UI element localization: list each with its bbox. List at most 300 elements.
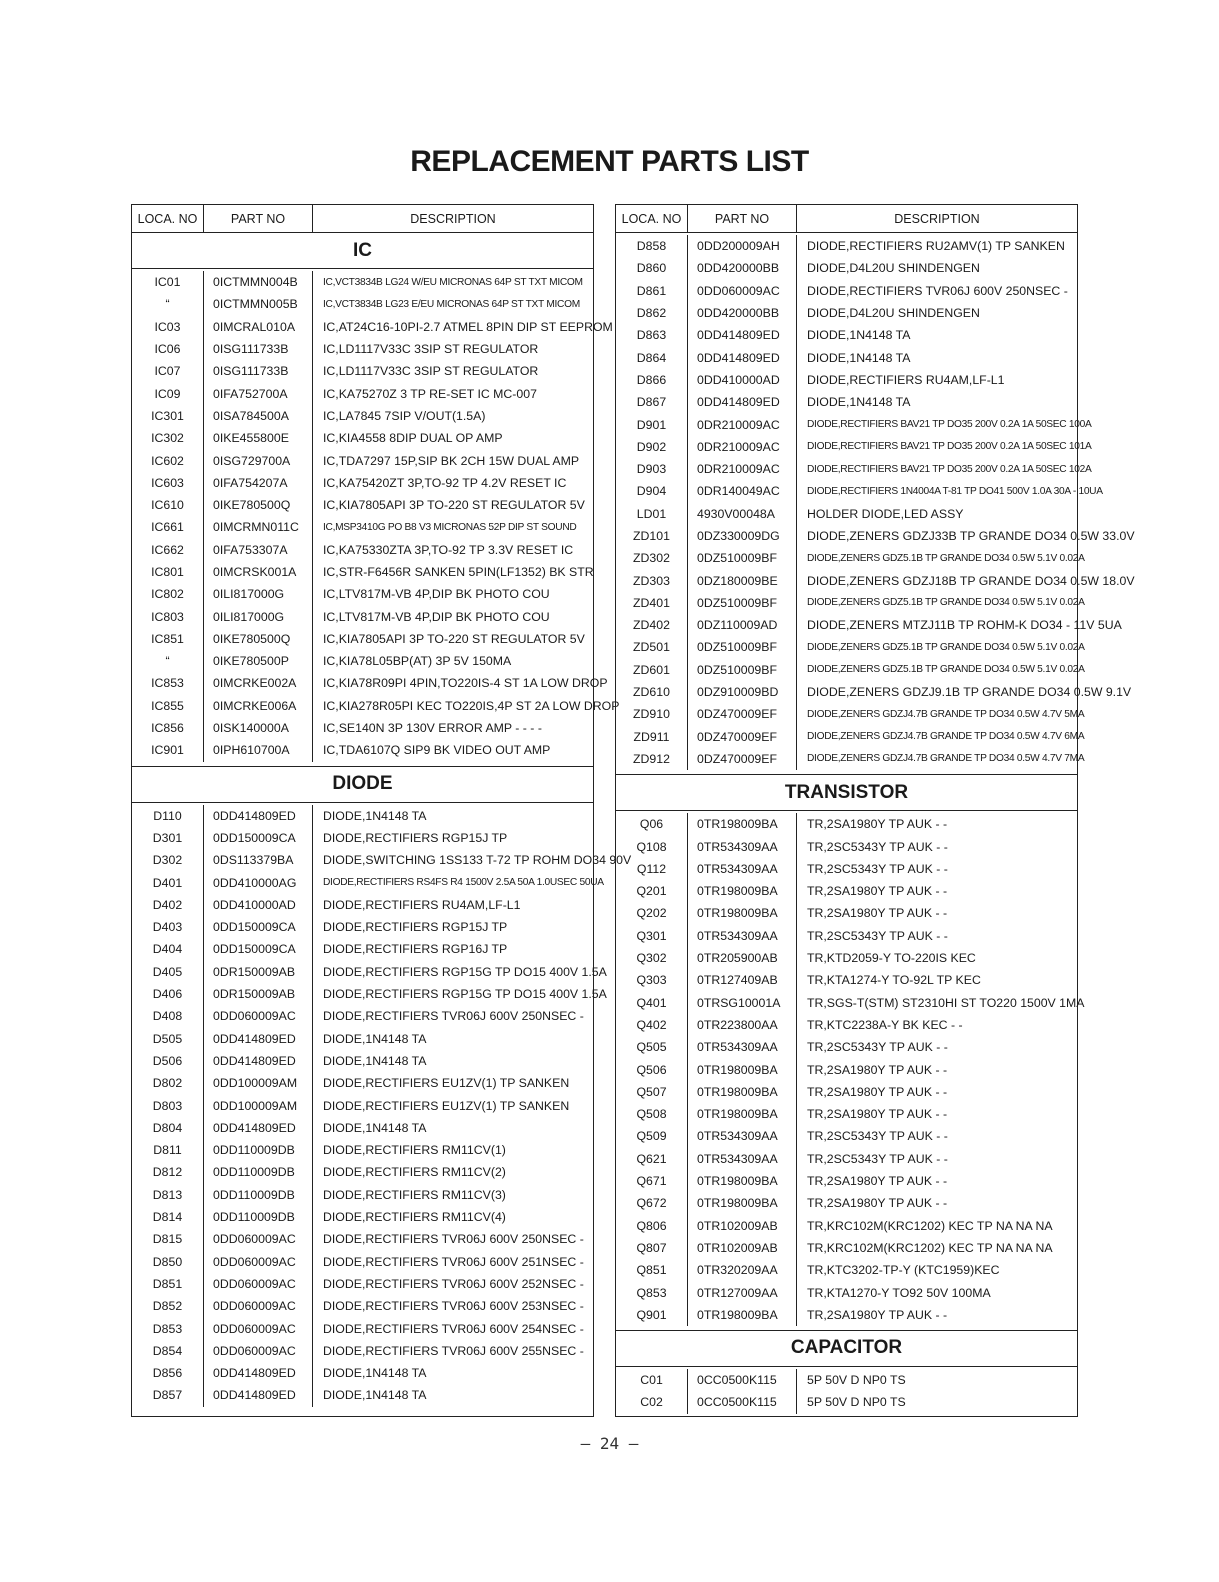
loca-no: Q06 [616, 813, 688, 835]
description: DIODE,RECTIFIERS TVR06J 600V 250NSEC - [807, 283, 1068, 298]
rows-ic [132, 269, 620, 766]
table-row [616, 1369, 1077, 1391]
part-no: 0ISG729700A [204, 449, 313, 471]
description: DIODE,RECTIFIERS TVR06J 600V 252NSEC - [323, 1276, 584, 1291]
description: DIODE,ZENERS GDZJ4.7B GRANDE TP DO34 0.5W 4.7V 6MA [807, 731, 1085, 743]
description: DIODE,SWITCHING 1SS133 T-72 TP ROHM DO34 90V [323, 853, 632, 868]
part-no: 0DZ470009EF [688, 748, 797, 770]
table-row [132, 1184, 593, 1206]
loca-no: “ [132, 650, 204, 672]
table-row [132, 1295, 593, 1317]
part-no: 0DZ110009AD [688, 614, 797, 636]
table-row [616, 681, 1132, 703]
part-no: 0DD150009CA [204, 938, 313, 960]
section-title-capacitor: CAPACITOR [616, 1331, 1077, 1367]
table-row [616, 413, 1092, 435]
description: DIODE,RECTIFIERS RM11CV(3) [323, 1187, 506, 1202]
part-no: 0DD150009CA [204, 916, 313, 938]
table-row [132, 894, 593, 916]
table-row [132, 1161, 593, 1183]
part-no: 0ILI817000G [204, 583, 313, 605]
description: DIODE,RECTIFIERS RM11CV(4) [323, 1210, 506, 1225]
loca-no: C01 [616, 1369, 688, 1391]
description: IC,KIA78L05BP(AT) 3P 5V 150MA [323, 654, 512, 669]
section-capacitor [616, 1331, 1077, 1418]
table-row [616, 324, 1077, 346]
table-row [616, 1281, 1077, 1303]
description: IC,KIA4558 8DIP DUAL OP AMP [323, 431, 503, 446]
table-row [132, 1117, 593, 1139]
loca-no: IC602 [132, 449, 204, 471]
table-row [132, 583, 593, 605]
part-no: 0DD060009AC [688, 280, 797, 302]
description: DIODE,RECTIFIERS RGP15J TP [323, 920, 508, 935]
header-desc: DESCRIPTION [894, 211, 980, 226]
loca-no: Q901 [616, 1304, 688, 1326]
loca-no: Q112 [616, 858, 688, 880]
description: TR,2SC5343Y TP AUK - - [807, 1151, 948, 1166]
loca-no: IC302 [132, 427, 204, 449]
loca-no: ZD101 [616, 525, 688, 547]
part-no: 0TR198009BA [688, 1081, 797, 1103]
loca-no: C02 [616, 1391, 688, 1413]
description: TR,2SC5343Y TP AUK - - [807, 928, 948, 943]
loca-no: D814 [132, 1206, 204, 1228]
loca-no: Q621 [616, 1148, 688, 1170]
description: DIODE,RECTIFIERS 1N4004A T-81 TP DO41 500V 1.0A 30A - 10UA [807, 485, 1103, 497]
part-no: 0ILI817000G [204, 605, 313, 627]
description: TR,KTC3202-TP-Y (KTC1959)KEC [807, 1263, 1000, 1278]
description: DIODE,RECTIFIERS BAV21 TP DO35 200V 0.2A 1A 50SEC 102A [807, 463, 1092, 475]
loca-no: IC661 [132, 516, 204, 538]
description: IC,TDA6107Q SIP9 BK VIDEO OUT AMP [323, 743, 551, 758]
part-no: 0DZ180009BE [688, 569, 797, 591]
table-row [132, 338, 593, 360]
table-row [132, 1072, 593, 1094]
loca-no: IC853 [132, 672, 204, 694]
description: IC,MSP3410G PO B8 V3 MICRONAS 52P DIP ST SOUND [323, 521, 577, 533]
loca-no: ZD402 [616, 614, 688, 636]
part-no: 0DD150009CA [204, 827, 313, 849]
description: IC,LD1117V33C 3SIP ST REGULATOR [323, 364, 539, 379]
table-row [616, 592, 1085, 614]
description: DIODE,RECTIFIERS RGP15G TP DO15 400V 1.5A [323, 987, 607, 1002]
table-row [132, 449, 593, 471]
description: IC,KIA78R09PI 4PIN,TO220IS-4 ST 1A LOW DROP [323, 676, 608, 691]
header-desc: DESCRIPTION [410, 211, 496, 226]
loca-no: D505 [132, 1028, 204, 1050]
loca-no: ZD610 [616, 681, 688, 703]
table-row [616, 1170, 1077, 1192]
table-row [132, 1340, 593, 1362]
part-no: 0DZ510009BF [688, 547, 797, 569]
description: IC,VCT3834B LG23 E/EU MICRONAS 64P ST TXT MICOM [323, 298, 580, 310]
description: TR,2SA1980Y TP AUK - - [807, 1174, 948, 1189]
table-row [132, 605, 593, 627]
description: DIODE,RECTIFIERS TVR06J 600V 251NSEC - [323, 1254, 584, 1269]
part-no: 0TR320209AA [688, 1259, 797, 1281]
part-no: 0IMCRMN011C [204, 516, 313, 538]
section-transistor [616, 775, 1085, 1331]
part-no: 0TRSG10001A [688, 992, 797, 1014]
table-row [132, 516, 593, 538]
description: DIODE,RECTIFIERS BAV21 TP DO35 200V 0.2A 1A 50SEC 100A [807, 419, 1092, 431]
description: TR,2SA1980Y TP AUK - - [807, 817, 948, 832]
table-row [132, 1005, 593, 1027]
loca-no: Q303 [616, 969, 688, 991]
description: IC,KIA278R05PI KEC TO220IS,4P ST 2A LOW DROP [323, 698, 620, 713]
description: DIODE,ZENERS GDZJ4.7B GRANDE TP DO34 0.5W 4.7V 5MA [807, 708, 1085, 720]
table-row [616, 458, 1092, 480]
part-no: 0IKE780500Q [204, 628, 313, 650]
part-no: 0TR223800AA [688, 1014, 797, 1036]
loca-no: IC855 [132, 695, 204, 717]
table-row [616, 369, 1077, 391]
table-row [616, 302, 1077, 324]
part-no: 0ISK140000A [204, 717, 313, 739]
part-no: 0TR534309AA [688, 835, 797, 857]
description: TR,KTD2059-Y TO-220IS KEC [807, 951, 976, 966]
loca-no: “ [132, 293, 204, 315]
loca-no: IC06 [132, 338, 204, 360]
parts-table-left [131, 204, 632, 1417]
table-row [132, 1139, 593, 1161]
part-no: 0DR150009AB [204, 983, 313, 1005]
table-header [616, 205, 1077, 233]
loca-no: Q401 [616, 992, 688, 1014]
description: DIODE,ZENERS GDZJ18B TP GRANDE DO34 0.5W 18.0V [807, 573, 1135, 588]
rows-diode-continued [616, 233, 1135, 774]
part-no: 0IKE780500Q [204, 494, 313, 516]
description: DIODE,RECTIFIERS TVR06J 600V 250NSEC - [323, 1009, 584, 1024]
loca-no: ZD401 [616, 592, 688, 614]
description: TR,2SC5343Y TP AUK - - [807, 839, 948, 854]
loca-no: IC801 [132, 561, 204, 583]
table-row [132, 871, 604, 893]
part-no: 0DD060009AC [204, 1273, 313, 1295]
table-row [616, 257, 1077, 279]
loca-no: D403 [132, 916, 204, 938]
table-row [616, 569, 1135, 591]
loca-no: IC802 [132, 583, 204, 605]
part-no: 0IKE455800E [204, 427, 313, 449]
description: TR,KRC102M(KRC1202) KEC TP NA NA NA [807, 1240, 1053, 1255]
table-row [132, 1317, 593, 1339]
loca-no: IC09 [132, 382, 204, 404]
part-no: 0DZ510009BF [688, 592, 797, 614]
table-row [132, 1094, 593, 1116]
part-no: 0DD410000AG [204, 871, 313, 893]
table-row [132, 472, 593, 494]
loca-no: D860 [616, 257, 688, 279]
description: IC,SE140N 3P 130V ERROR AMP - - - - [323, 721, 542, 736]
description: HOLDER DIODE,LED ASSY [807, 506, 964, 521]
loca-no: D802 [132, 1072, 204, 1094]
loca-no: Q672 [616, 1192, 688, 1214]
table-row [616, 835, 1077, 857]
part-no: 0IFA753307A [204, 539, 313, 561]
part-no: 0DD060009AC [204, 1340, 313, 1362]
table-row [616, 436, 1092, 458]
rows-transistor [616, 811, 1085, 1330]
description: DIODE,RECTIFIERS RM11CV(2) [323, 1165, 506, 1180]
rows-diode [132, 803, 632, 1411]
part-no: 0DD110009DB [204, 1139, 313, 1161]
description: DIODE,RECTIFIERS RU4AM,LF-L1 [323, 897, 521, 912]
loca-no: D803 [132, 1094, 204, 1116]
loca-no: IC301 [132, 405, 204, 427]
part-no: 4930V00048A [688, 503, 797, 525]
part-no: 0TR534309AA [688, 1125, 797, 1147]
part-no: 0TR198009BA [688, 813, 797, 835]
table-row [132, 1384, 593, 1406]
description: TR,2SA1980Y TP AUK - - [807, 906, 948, 921]
description: DIODE,RECTIFIERS EU1ZV(1) TP SANKEN [323, 1098, 570, 1113]
header-loca: LOCA. NO [132, 205, 204, 232]
part-no: 0TR198009BA [688, 1170, 797, 1192]
description: TR,KTA1270-Y TO92 50V 100MA [807, 1285, 991, 1300]
loca-no: D851 [132, 1273, 204, 1295]
part-no: 0TR534309AA [688, 1148, 797, 1170]
part-no: 0TR102009AB [688, 1237, 797, 1259]
description: TR,2SA1980Y TP AUK - - [807, 1062, 948, 1077]
table-row [132, 427, 593, 449]
table-row [616, 1237, 1077, 1259]
part-no: 0DZ510009BF [688, 636, 797, 658]
loca-no: IC603 [132, 472, 204, 494]
loca-no: IC803 [132, 605, 204, 627]
part-no: 0DD110009DB [204, 1161, 313, 1183]
part-no: 0DZ510009BF [688, 659, 797, 681]
loca-no: Q202 [616, 902, 688, 924]
part-no: 0DR150009AB [204, 961, 313, 983]
parts-table-right [615, 204, 1135, 1417]
table-row [132, 805, 593, 827]
description: DIODE,ZENERS GDZ5.1B TP GRANDE DO34 0.5W 5.1V 0.02A [807, 552, 1085, 564]
part-no: 0TR534309AA [688, 925, 797, 947]
description: DIODE,RECTIFIERS RGP16J TP [323, 942, 508, 957]
description: IC,LTV817M-VB 4P,DIP BK PHOTO COU [323, 587, 550, 602]
description: DIODE,RECTIFIERS EU1ZV(1) TP SANKEN [323, 1076, 570, 1091]
loca-no: IC662 [132, 539, 204, 561]
part-no: 0DD100009AM [204, 1072, 313, 1094]
table-row [132, 1206, 593, 1228]
table-row [616, 525, 1135, 547]
table-row [616, 547, 1085, 569]
part-no: 0DD110009DB [204, 1206, 313, 1228]
loca-no: IC851 [132, 628, 204, 650]
table-row [616, 1259, 1077, 1281]
part-no: 0DD410000AD [688, 369, 797, 391]
description: TR,SGS-T(STM) ST2310HI ST TO220 1500V 1MA [807, 995, 1085, 1010]
description: TR,KTA1274-Y TO-92L TP KEC [807, 973, 981, 988]
part-no: 0IFA754207A [204, 472, 313, 494]
description: DIODE,ZENERS GDZJ9.1B TP GRANDE DO34 0.5W 9.1V [807, 685, 1132, 700]
table-row [616, 813, 1077, 835]
table-row [132, 360, 593, 382]
table-row [132, 849, 632, 871]
description: TR,2SA1980Y TP AUK - - [807, 1196, 948, 1211]
table-row [616, 1125, 1077, 1147]
part-no: 0DD200009AH [688, 235, 797, 257]
part-no: 0ICTMMN005B [204, 293, 313, 315]
loca-no: IC07 [132, 360, 204, 382]
description: DIODE,1N4148 TA [323, 1053, 427, 1068]
table-row [616, 1148, 1077, 1170]
part-no: 0DD414809ED [688, 324, 797, 346]
description: DIODE,ZENERS GDZ5.1B TP GRANDE DO34 0.5W 5.1V 0.02A [807, 664, 1085, 676]
table-row [132, 1250, 593, 1272]
part-no: 0TR127009AA [688, 1281, 797, 1303]
table-row [616, 858, 1077, 880]
part-no: 0DD414809ED [204, 1384, 313, 1406]
part-no: 0TR198009BA [688, 1103, 797, 1125]
table-row [616, 969, 1077, 991]
description: DIODE,1N4148 TA [323, 808, 427, 823]
table-row [132, 293, 593, 315]
part-no: 0TR127409AB [688, 969, 797, 991]
table-row [132, 650, 593, 672]
loca-no: D813 [132, 1184, 204, 1206]
loca-no: Q506 [616, 1058, 688, 1080]
part-no: 0TR198009BA [688, 880, 797, 902]
part-no: 0DD414809ED [688, 391, 797, 413]
description: DIODE,RECTIFIERS RGP15G TP DO15 400V 1.5A [323, 964, 607, 979]
loca-no: D402 [132, 894, 204, 916]
table-row [132, 1362, 593, 1384]
part-no: 0CC0500K115 [688, 1391, 797, 1413]
table-row [616, 1036, 1077, 1058]
table-row [616, 1058, 1077, 1080]
table-row [616, 346, 1077, 368]
table-row [132, 695, 620, 717]
table-row [132, 561, 593, 583]
loca-no: D861 [616, 280, 688, 302]
loca-no: Q302 [616, 947, 688, 969]
loca-no: LD01 [616, 503, 688, 525]
page-number: – 24 – [580, 1434, 639, 1453]
description: DIODE,D4L20U SHINDENGEN [807, 261, 980, 276]
description: DIODE,ZENERS GDZJ4.7B GRANDE TP DO34 0.5W 4.7V 7MA [807, 753, 1085, 765]
loca-no: D804 [132, 1117, 204, 1139]
table-row [132, 961, 607, 983]
part-no: 0IMCRSK001A [204, 561, 313, 583]
loca-no: Q853 [616, 1281, 688, 1303]
table-row [132, 382, 593, 404]
loca-no: D506 [132, 1050, 204, 1072]
section-title-diode: DIODE [132, 767, 593, 803]
description: DIODE,ZENERS GDZ5.1B TP GRANDE DO34 0.5W 5.1V 0.02A [807, 597, 1085, 609]
part-no: 0DD100009AM [204, 1094, 313, 1116]
loca-no: IC610 [132, 494, 204, 516]
table-row [616, 880, 1077, 902]
description: IC,KA75270Z 3 TP RE-SET IC MC-007 [323, 386, 537, 401]
part-no: 0TR205900AB [688, 947, 797, 969]
loca-no: D866 [616, 369, 688, 391]
description: IC,STR-F6456R SANKEN 5PIN(LF1352) BK STR [323, 565, 594, 579]
table-row [616, 992, 1085, 1014]
loca-no: D864 [616, 346, 688, 368]
part-no: 0TR534309AA [688, 1036, 797, 1058]
part-no: 0DZ470009EF [688, 703, 797, 725]
loca-no: D811 [132, 1139, 204, 1161]
loca-no: IC01 [132, 271, 204, 293]
description: DIODE,1N4148 TA [807, 328, 911, 343]
table-row [616, 480, 1103, 502]
description: TR,2SC5343Y TP AUK - - [807, 1129, 948, 1144]
table-row [132, 628, 593, 650]
description: DIODE,1N4148 TA [323, 1120, 427, 1135]
table-row [616, 748, 1085, 770]
table-row [616, 1014, 1077, 1036]
description: DIODE,RECTIFIERS TVR06J 600V 253NSEC - [323, 1299, 584, 1314]
description: DIODE,RECTIFIERS RGP15J TP [323, 830, 508, 845]
table-row [132, 983, 607, 1005]
description: TR,2SA1980Y TP AUK - - [807, 1307, 948, 1322]
part-no: 0DD414809ED [204, 805, 313, 827]
description: DIODE,RECTIFIERS TVR06J 600V 250NSEC - [323, 1232, 584, 1247]
table-row [132, 1028, 593, 1050]
table-row [132, 827, 593, 849]
description: DIODE,RECTIFIERS TVR06J 600V 254NSEC - [323, 1321, 584, 1336]
part-no: 0DD420000BB [688, 257, 797, 279]
description: TR,2SC5343Y TP AUK - - [807, 1040, 948, 1055]
part-no: 0IMCRKE002A [204, 672, 313, 694]
table-row [616, 1391, 1077, 1413]
part-no: 0TR102009AB [688, 1214, 797, 1236]
table-row [616, 614, 1122, 636]
loca-no: Q807 [616, 1237, 688, 1259]
description: IC,KA75420ZT 3P,TO-92 TP 4.2V RESET IC [323, 475, 567, 490]
description: DIODE,ZENERS MTZJ11B TP ROHM-K DO34 - 11V 5UA [807, 618, 1122, 633]
loca-no: Q508 [616, 1103, 688, 1125]
loca-no: D852 [132, 1295, 204, 1317]
loca-no: D901 [616, 413, 688, 435]
table-row [132, 739, 593, 761]
table-row [616, 947, 1077, 969]
description: DIODE,RECTIFIERS RU2AMV(1) TP SANKEN [807, 239, 1065, 254]
part-no: 0DR140049AC [688, 480, 797, 502]
description: IC,LD1117V33C 3SIP ST REGULATOR [323, 342, 539, 357]
description: DIODE,RECTIFIERS RM11CV(1) [323, 1143, 506, 1158]
section-title-transistor: TRANSISTOR [616, 775, 1077, 811]
section-title-ic: IC [132, 233, 593, 269]
loca-no: D904 [616, 480, 688, 502]
part-no: 0DD060009AC [204, 1005, 313, 1027]
part-no: 0TR198009BA [688, 1192, 797, 1214]
table-row [616, 703, 1085, 725]
loca-no: D854 [132, 1340, 204, 1362]
description: DIODE,1N4148 TA [323, 1366, 427, 1381]
loca-no: Q507 [616, 1081, 688, 1103]
loca-no: D858 [616, 235, 688, 257]
part-no: 0DD414809ED [204, 1362, 313, 1384]
description: TR,2SC5343Y TP AUK - - [807, 861, 948, 876]
description: DIODE,ZENERS GDZJ33B TP GRANDE DO34 0.5W 33.0V [807, 529, 1135, 543]
table-row [616, 235, 1077, 257]
loca-no: D856 [132, 1362, 204, 1384]
table-row [616, 391, 1077, 413]
description: DIODE,RECTIFIERS BAV21 TP DO35 200V 0.2A 1A 50SEC 101A [807, 441, 1092, 453]
part-no: 0DZ470009EF [688, 726, 797, 748]
part-no: 0TR198009BA [688, 1058, 797, 1080]
loca-no: D815 [132, 1228, 204, 1250]
description: IC,AT24C16-10PI-2.7 ATMEL 8PIN DIP ST EEPROM [323, 319, 613, 334]
loca-no: Q201 [616, 880, 688, 902]
loca-no: D408 [132, 1005, 204, 1027]
loca-no: D812 [132, 1161, 204, 1183]
table-row [132, 539, 593, 561]
